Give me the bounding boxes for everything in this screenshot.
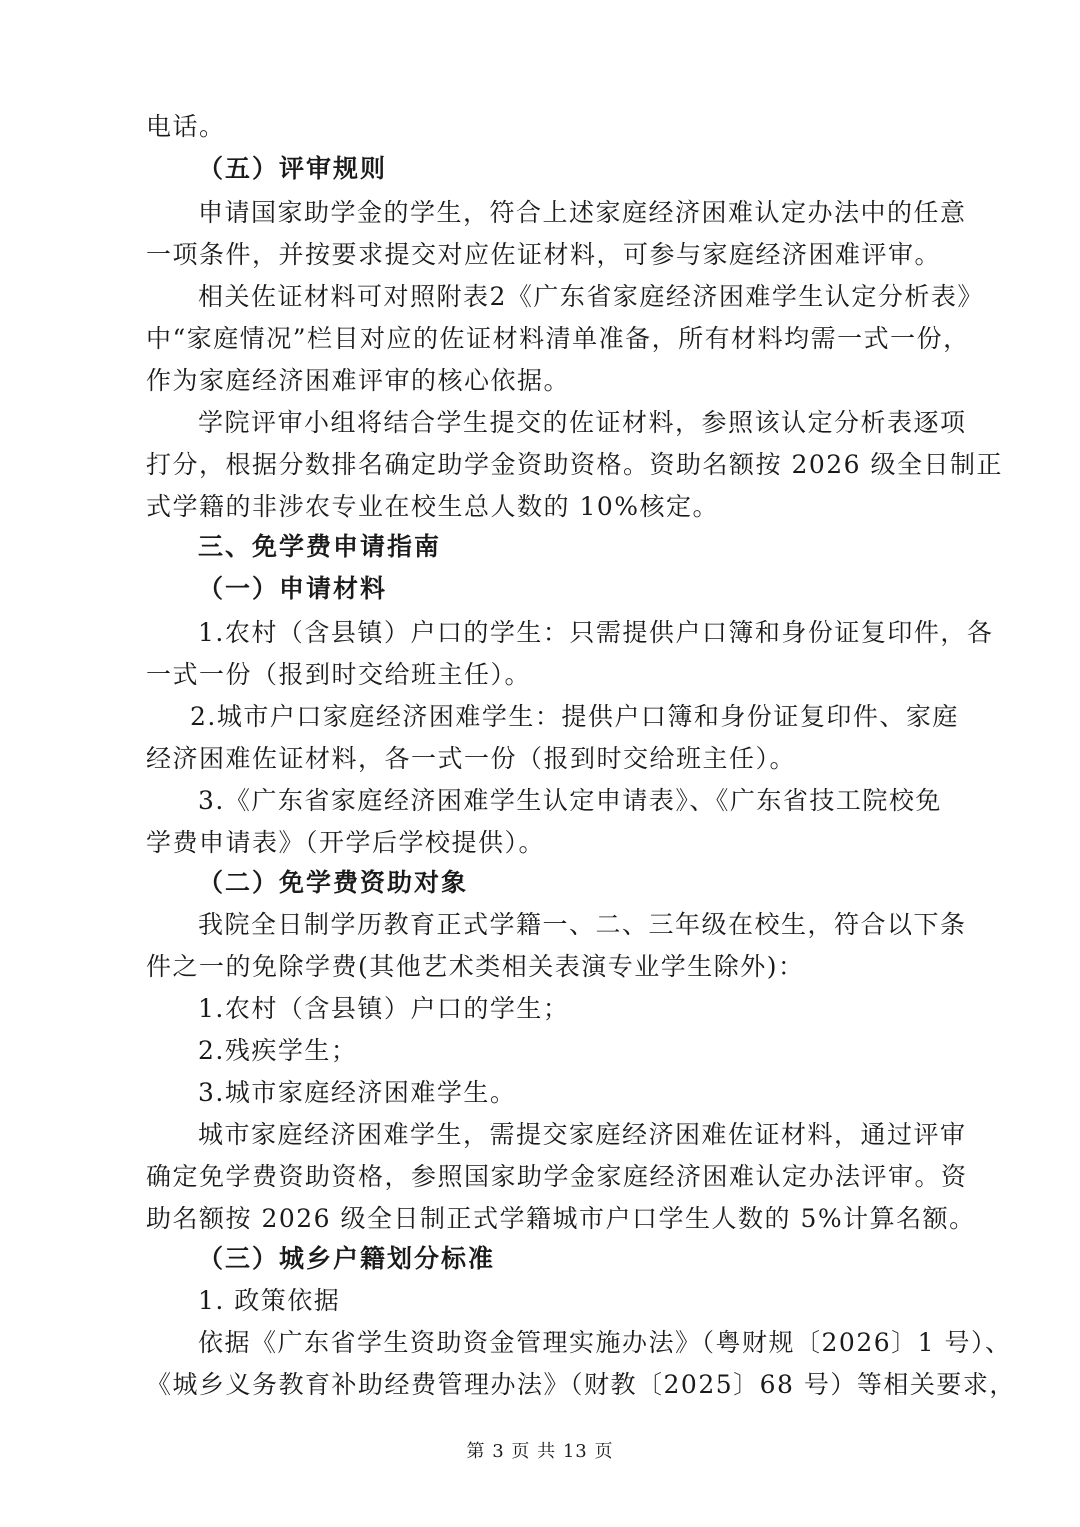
text-line: 助名额按 2026 级全日制正式学籍城市户口学生人数的 5%计算名额。 [146,1204,976,1233]
text-line: 学院评审小组将结合学生提交的佐证材料，参照该认定分析表逐项 [198,408,967,437]
text-line: 依据《广东省学生资助资金管理实施办法》（粤财规〔2026〕1 号）、 [198,1328,1012,1357]
text-line: 申请国家助学金的学生，符合上述家庭经济困难认定办法中的任意 [198,198,967,227]
section-heading: （一）申请材料 [198,574,388,603]
page-number-footer: 第 3 页 共 13 页 [466,1441,614,1462]
text-line: 确定免学费资助资格，参照国家助学金家庭经济困难认定办法评审。资 [146,1162,968,1191]
section-heading: （二）免学费资助对象 [198,868,469,897]
text-line: 一项条件，并按要求提交对应佐证材料，可参与家庭经济困难评审。 [146,240,942,269]
section-heading: （三）城乡户籍划分标准 [198,1244,496,1273]
text-line: 中“家庭情况”栏目对应的佐证材料清单准备，所有材料均需一式一份， [146,324,970,353]
text-line: 2.残疾学生； [198,1036,358,1065]
text-line: 《城乡义务教育补助经费管理办法》（财教〔2025〕68 号）等相关要求， [146,1370,1016,1399]
section-heading: （五）评审规则 [198,154,388,183]
text-line: 1.农村（含县镇）户口的学生：只需提供户口簿和身份证复印件，各 [198,618,994,647]
text-line: 城市家庭经济困难学生，需提交家庭经济困难佐证材料，通过评审 [198,1120,967,1149]
text-line: 3.《广东省家庭经济困难学生认定申请表》、《广东省技工院校免 [198,786,942,815]
text-line: 2.城市户口家庭经济困难学生：提供户口簿和身份证复印件、家庭 [190,702,959,731]
text-line: 打分，根据分数排名确定助学金资助资格。资助名额按 2026 级全日制正 [146,450,1004,479]
text-line: 一式一份（报到时交给班主任）。 [146,660,532,689]
text-line: 我院全日制学历教育正式学籍一、二、三年级在校生，符合以下条 [198,910,967,939]
text-line: 学费申请表》（开学后学校提供）。 [146,828,546,857]
text-line: 3.城市家庭经济困难学生。 [198,1078,517,1107]
text-line: 1.农村（含县镇）户口的学生； [198,994,570,1023]
text-line: 件之一的免除学费(其他艺术类相关表演专业学生除外)： [146,952,805,981]
text-line: 式学籍的非涉农专业在校生总人数的 10%核定。 [146,492,720,521]
text-line: 相关佐证材料可对照附表2《广东省家庭经济困难学生认定分析表》 [198,282,984,311]
text-line: 1. 政策依据 [198,1286,341,1315]
section-heading: 三、免学费申请指南 [198,532,442,561]
text-line: 经济困难佐证材料，各一式一份（报到时交给班主任）。 [146,744,797,773]
text-line: 作为家庭经济困难评审的核心依据。 [146,366,571,395]
text-line: 电话。 [146,112,226,141]
